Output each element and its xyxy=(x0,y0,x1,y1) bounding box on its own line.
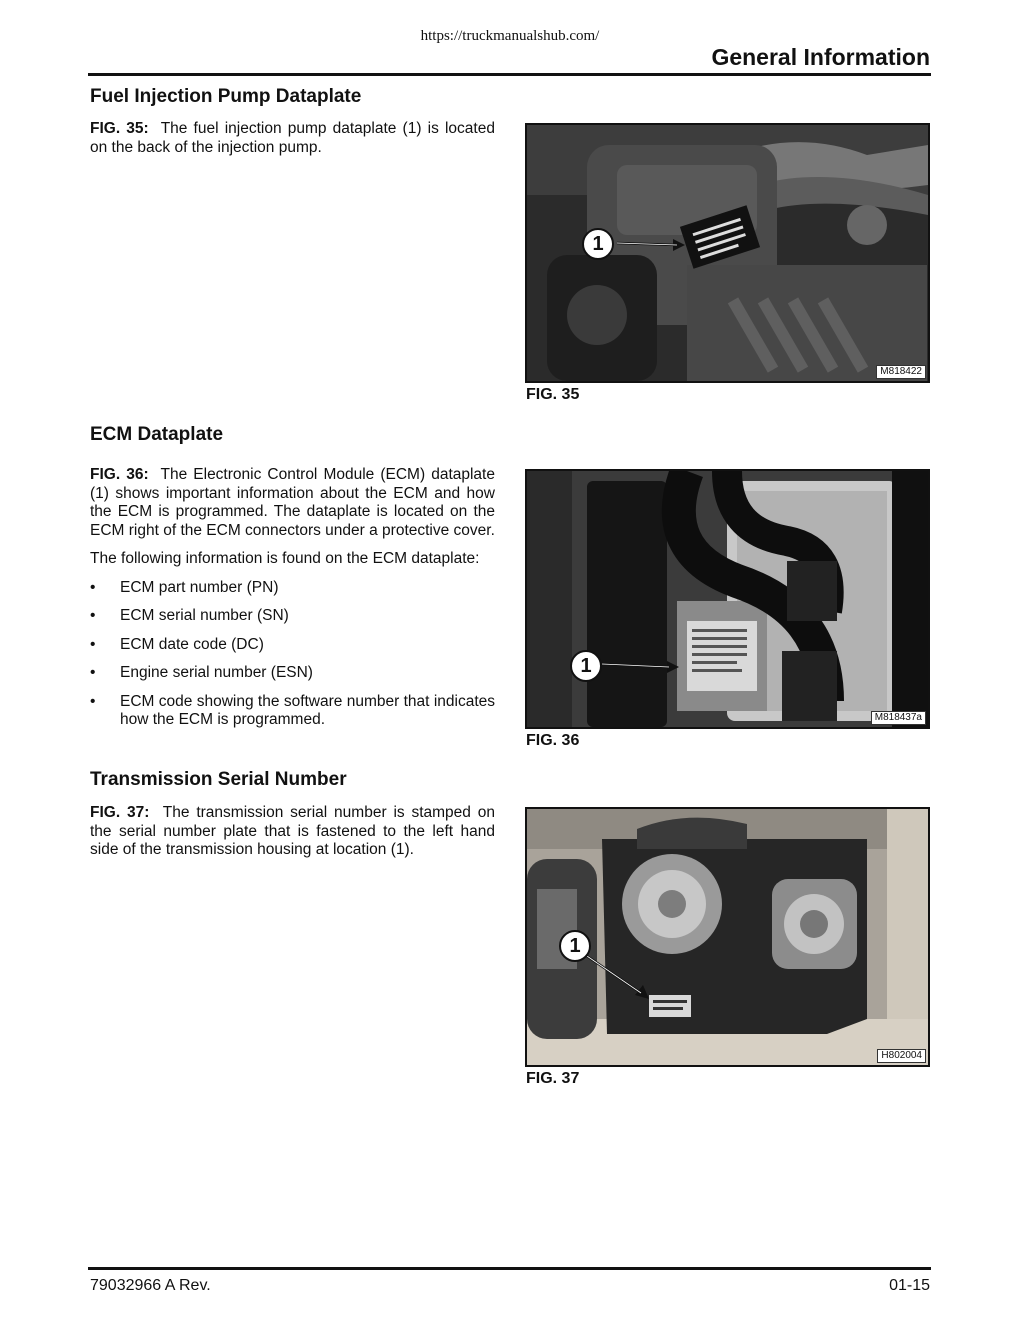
bullet-glyph: • xyxy=(90,635,96,653)
list-item: • ECM serial number (SN) xyxy=(90,607,289,624)
list-item: • ECM code showing the software number that indicates how the ECM is programmed. xyxy=(90,692,495,728)
fig36-ref: FIG. 36: xyxy=(90,466,149,483)
fuel-pump-text xyxy=(90,120,495,167)
fig37-ref: FIG. 37: xyxy=(90,804,150,821)
fig37-photo-code: H802004 xyxy=(877,1049,926,1063)
fuel-pump-description: The fuel injection pump dataplate (1) is located on the back of the injection pump. xyxy=(90,120,495,156)
fig37-photo xyxy=(525,807,930,1067)
bullet-glyph: • xyxy=(90,607,96,624)
fig35-ref: FIG. 35: xyxy=(90,120,149,137)
page-header-title: General Information xyxy=(711,44,930,70)
footer-rule xyxy=(88,1267,931,1270)
ecm-description: The Electronic Control Module (ECM) dataplate (1) shows important information about the ECM and how the ECM is programmed. The dataplate is located on the ECM right of the ECM connectors under a protective cover. xyxy=(90,466,495,539)
header-rule xyxy=(88,73,931,76)
fig37-caption: FIG. 37 xyxy=(526,1070,580,1087)
serial-number-plate xyxy=(649,995,691,1017)
list-item: • Engine serial number (ESN) xyxy=(90,664,313,681)
document-number: 79032966 A Rev. xyxy=(90,1277,211,1294)
fig36-photo xyxy=(525,469,930,729)
fig36-callout-1: 1 xyxy=(570,650,602,682)
ecm-image xyxy=(527,471,928,727)
bullet-glyph: • xyxy=(90,578,96,596)
transmission-serial-text xyxy=(90,804,495,870)
fig35-photo-code: M818422 xyxy=(876,365,926,379)
transmission-description: The transmission serial number is stamped on the serial number plate that is fastened to the left hand side of the transmission housing at location (1). xyxy=(90,804,495,858)
ecm-dataplate-text xyxy=(90,466,495,740)
list-item: • ECM date code (DC) xyxy=(90,635,264,653)
fig35-photo xyxy=(525,123,930,383)
fig37-callout-1: 1 xyxy=(559,930,591,962)
fig36-caption: FIG. 36 xyxy=(526,732,580,749)
bullet-glyph: • xyxy=(90,664,96,681)
ecm-info-list xyxy=(90,579,495,730)
fig35-callout-1: 1 xyxy=(582,228,614,260)
fig35-caption: FIG. 35 xyxy=(526,386,580,403)
page-number: 01-15 xyxy=(889,1277,930,1294)
fig36-photo-code: M818437a xyxy=(871,711,926,725)
source-url: https://truckmanualshub.com/ xyxy=(420,28,600,44)
ecm-list-intro: The following information is found on the ECM dataplate: xyxy=(90,550,480,567)
ecm-dataplate-heading: ECM Dataplate xyxy=(90,424,224,445)
bullet-glyph: • xyxy=(90,692,96,710)
list-item: • ECM part number (PN) xyxy=(90,578,279,596)
transmission-serial-heading: Transmission Serial Number xyxy=(90,769,347,790)
fuel-pump-heading: Fuel Injection Pump Dataplate xyxy=(90,86,362,107)
